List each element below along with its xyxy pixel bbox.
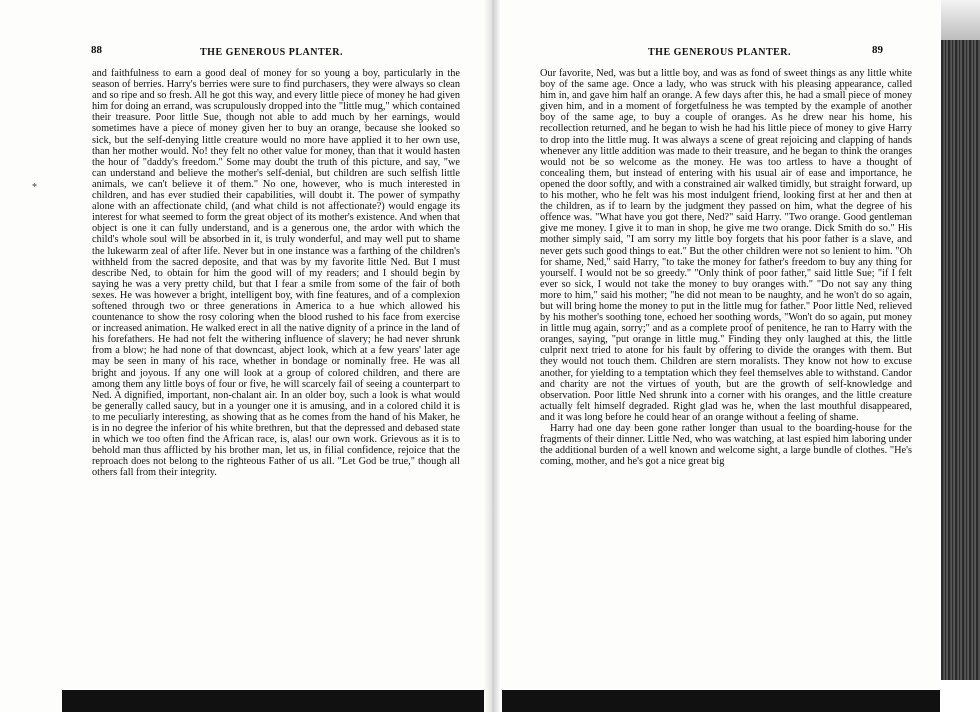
paragraph: Our favorite, Ned, was but a little boy, and was as fond of sweet things as any little white boy of the same age. Once a lady, who was struck with his pleasing appearance, called him in, and gave him half an orange. A few days after this, he had a small piece of money given him, and in a moment of forgetfulness he was tempted by the example of another boy of the same age, to buy a couple of oranges. As he drew near his home, his recollection returned, and he began to wish he had his little piece of money to give Harry to drop into the little mug. It was always a scene of great rejoicing and clapping of hands whenever any little addition was made to their treasure, and he began to think the oranges would not be so welcome as the money. He was too artless to have a thought of concealing them, but instead of entering with his usual air of ease and importance, he opened the door softly, and with a constrained air walked timidly, but straight forward, up to his mother, who he felt was his most indulgent friend, looking first at her and then at the children, as if to learn by the judgment they passed on him, what the degree of his offence was. "What have you got there, Ned?" said Harry. "Two orange. Good gentleman give me money. I give it to man in shop, he give me two orange. Dick Smith do so." His mother simply said, "I am sorry my little boy forgets that his poor father is a slave, and never gets such good things to eat." But the other children were not so lenient to him. "Oh for shame, Ned," said Harry, "to take the money for father's freedom to buy any thing for yourself. I would not be so greedy." "Only think of poor father," said little Sue; "if I felt ever so sick, I would not take the money to buy oranges with." "Do not say any thing more to him," said his mother; "he did not mean to be naughty, and he won't do so again, but will bring home the money to put in the little mug for father." Poor little Ned, relieved by his mother's soothing tone, echoed her soothing words, "Won't do so again, put money in little mug again, sorry;" and as a complete proof of penitence, he ran to Harry with the oranges, saying, "put orange in little mug." Finding they only laughed at this, the little culprit next tried to atone for his fault by offering to divide the oranges with them. But they would not touch them. Children are stern moralists. They know not how to excuse another, for yielding to a temptation which they feel themselves able to withstand. Candor and charity are not the virtues of youth, but are the growth of self-knowledge and observation. Poor little Ned shrunk into a corner with his oranges, and the little creature actually felt himself degraded. Right glad was he, when the last mouthful disappeared, and it was long before he could hear of an orange without a feeling of shame. bbox=[540, 68, 912, 423]
page-number: 89 bbox=[872, 44, 883, 56]
left-page-body bbox=[92, 68, 460, 478]
running-head: THE GENEROUS PLANTER. bbox=[648, 47, 792, 58]
left-page bbox=[0, 0, 484, 712]
page-number: 88 bbox=[91, 44, 102, 56]
page-edge-top bbox=[941, 0, 980, 40]
paragraph: and faithfulness to earn a good deal of money for so young a boy, particularly in the season of berries. Harry's berries were sure to find purchasers, they were always so clean and so ripe and so fresh. All he got this way, and every little piece of money he had given him for doing an errand, was scrupulously dropped into the "little mug," which contained their treasure. Poor little Sue, though not able to add much by her earnings, would sometimes have a piece of money given her to buy an orange, because she looked so sick, but the self-denying little creature would no more have applied it to her own use, than her mother would. No! they felt no other value for money, than that it would hasten the hour of "daddy's freedom." Some may doubt the truth of this picture, and say, "we can understand and believe the mother's self-denial, but children are such selfish little animals, we can't believe it of them." No one, however, who is much interested in children, and has ever studied their capabilities, will doubt it. The power of sympathy alone with an affectionate child, (and what child is not affectionate?) would engage its interest for what seemed to form the great object of its mother's existence. And when that object is one it can fully understand, and is a generous one, the ardor with which the child's whole soul will be absorbed in it, is truly wonderful, and may well put to shame the lukewarm zeal of after life. Never but in one instance was a farthing of the children's withheld from the sacred deposite, and that was by my favorite little Ned. But I must describe Ned, to obtain for him the good will of my readers; and I should begin by saying he was a very pretty child, but that I fear a smile from some of the fair of both sexes. He was however a bright, intelligent boy, with fine features, and of a complexion softened through two or three generations in America to a hue which allowed his countenance to show the rosy coloring when the blood rushed to his face from exercise or increased animation. He walked erect in all the native dignity of a prince in the land of his forefathers. He had not felt the withering influence of slavery; he had never shrunk from a blow; he had none of that downcast, abject look, which at a few years' later age may be seen in many of his race, whether in bondage or nominally free. He was all bright and joyous. If any one will look at a group of colored children, and there are among them any little boys of four or five, he will scarcely fail of seeing a counterpart to Ned. A dignified, important, non-chalant air. In an older boy, such a look is what would be generally called saucy, but in a younger one it is amusing, and in a colored child it is to me peculiarly interesting, as showing that as he comes from the hand of his Maker, he is in no degree the inferior of his white brethren, but that the depressed and debased state in which we too often find the African race, is, alas! our own work. Grievous as it is to behold man thus afflicted by his brother man, let us, in filial confidence, rejoice that the reproach does not belong to the righteous Father of us all. "Let God be true," though all others fall from their integrity. bbox=[92, 68, 460, 479]
running-head: THE GENEROUS PLANTER. bbox=[200, 47, 344, 58]
book-gutter bbox=[484, 0, 500, 712]
right-page-body bbox=[540, 68, 912, 467]
scan-shadow-bar bbox=[62, 690, 484, 712]
paragraph: Harry had one day been gone rather longer than usual to the boarding-house for the fragments of their dinner. Little Ned, who was watching, at last espied him laboring under the additional burden of a well known and welcome sight, a large bundle of clothes. "He's coming, mother, and he's got a nice great big bbox=[540, 423, 912, 468]
scan-shadow-bar bbox=[502, 690, 940, 712]
page-edge-stack bbox=[941, 40, 980, 680]
right-page bbox=[500, 0, 940, 712]
margin-mark: * bbox=[32, 182, 37, 193]
